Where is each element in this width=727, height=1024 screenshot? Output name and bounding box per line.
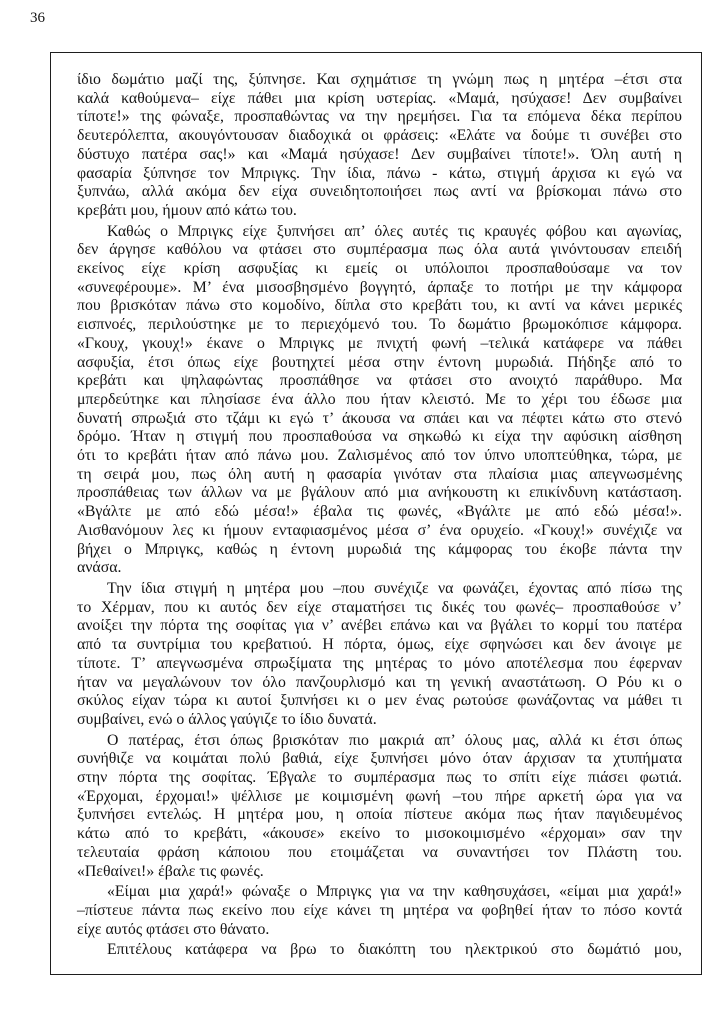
text-line: εκείνος είχε κρίση ασφυξίας κι εμείς οι υπόλοιποι προσπαθούσαμε να τον [77, 260, 682, 278]
text-line: τελευταία φράση κάποιου που ετοιμάζεται να συναντήσει τον Πλάστη του. [77, 843, 682, 861]
text-line: Ο πατέρας, έτσι όπως βρισκόταν πιο μακριά απ’ όλους μας, αλλά κι έτσι όπως [107, 731, 682, 749]
text-line: κρεβάτι και ψηλαφώντας προσπάθησε να φτάσει στο ανοιχτό παράθυρο. Μα [77, 372, 682, 390]
text-line: δρόμο. Ήταν η στιγμή που προσπαθούσα να σηκωθώ κι είχα την αφύσικη αίσθηση [77, 428, 682, 446]
text-line: το Χέρμαν, που κι αυτός δεν είχε σταματήσει τις δικές του φωνές– προσπαθούσε ν’ [77, 598, 682, 616]
text-line: βήχει ο Μπριγκς, καθώς η έντονη μυρωδιά της κάμφορας του έκοβε πάντα την [77, 540, 682, 558]
text-line: καλά καθούμενα– είχε πάθει μια κρίση υστερίας. «Μαμά, ησύχασε! Δεν συμβαίνει [77, 89, 682, 107]
paragraph [77, 941, 682, 960]
text-line: ήταν να μεγαλώνουν τον όλο πανζουρλισμό και τη γενική αναστάτωση. Ο Ρόυ κι ο [77, 673, 682, 691]
text-line: δεν άργησε καθόλου να φτάσει στο συμπέρασμα πως όλα αυτά γινόντουσαν επειδή [77, 241, 682, 259]
text-line: «Πεθαίνει!» έβαλε τις φωνές. [77, 862, 264, 880]
text-line: «Είμαι μια χαρά!» φώναξε ο Μπριγκς για να την καθησυχάσει, «είμαι μια χαρά!» [107, 883, 682, 901]
text-line: Αισθανόμουν λες κι ήμουν ενταφιασμένος μέσα σ’ ένα ορυχείο. «Γκουχ!» συνέχιζε να [77, 521, 682, 539]
text-line: Καθώς ο Μπριγκς είχε ξυπνήσει απ’ όλες αυτές τις κραυγές φόβου και αγωνίας, [107, 222, 682, 240]
text-line: –πίστευε πάντα πως εκείνο που είχε κάνει τη μητέρα να φοβηθεί ήταν το πόσο κοντά [77, 901, 682, 919]
text-line: δύστυχο πατέρα σας!» και «Μαμά ησύχασε! Δεν συμβαίνει τίποτε!». Όλη αυτή η [77, 145, 682, 163]
text-line: ίδιο δωμάτιο μαζί της, ξύπνησε. Και σχημάτισε τη γνώμη πως η μητέρα –έτσι στα [77, 71, 682, 88]
paragraph [77, 883, 682, 939]
text-line: από τα συντρίμια του κρεβατιού. Η πόρτα, όμως, είχε σφηνώσει και δεν άνοιγε με [77, 636, 682, 654]
text-line: τίποτε!» της φώναξε, προσπαθώντας να την ηρεμήσει. Για τα επόμενα δέκα περίπου [77, 108, 682, 126]
text-line: κρεβάτι μου, ήμουν από κάτω του. [77, 201, 297, 219]
text-line: σκύλος είχαν τώρα κι αυτοί ξυπνήσει κι ο μεν ένας ρωτούσε φωνάζοντας να μάθει τι [77, 692, 682, 710]
text-line: «Βγάλτε με από εδώ μέσα!» έβαλα τις φωνές, «Βγάλτε με από εδώ μέσα!». [77, 503, 682, 521]
text-line: τίποτε. Τ’ απεγνωσμένα σπρωξίματα της μητέρας το μόνο αποτέλεσμα που έφερναν [77, 654, 682, 672]
text-line: ξυπνήσει εντελώς. Η μητέρα μου, η οποία πίστευε ακόμα πως ήταν παγιδευμένος [77, 806, 682, 824]
paragraph [77, 732, 682, 882]
text-line: στην πόρτα της σοφίτας. Έβγαλε το συμπέρασμα πως το σπίτι είχε πιάσει φωτιά. [77, 769, 682, 787]
text-line: δευτερόλεπτα, ακουγόντουσαν διαδοχικά οι φράσεις: «Ελάτε να δούμε τι συνέβει στο [77, 127, 682, 145]
text-line: «Γκουχ, γκουχ!» έκανε ο Μπριγκς με πνιχτή φωνή –τελικά κατάφερε να πάθει [77, 334, 682, 352]
text-line: συνήθιζε να κοιμάται πολύ βαθιά, είχε ξυπνήσει μόνο όταν άρχισαν τα χτυπήματα [77, 750, 682, 768]
paragraph [77, 71, 682, 221]
text-line: Την ίδια στιγμή η μητέρα μου –που συνέχιζε να φωνάζει, έχοντας από πίσω της [107, 579, 682, 597]
text-line: Επιτέλους κατάφερα να βρω το διακόπτη του ηλεκτρικού στο δωμάτιό μου, [107, 941, 682, 959]
text-line: ότι το κρεβάτι ήταν από πάνω μου. Ζαλισμένος από τον ύπνο υποπτεύθηκα, τώρα, με [77, 447, 682, 465]
text-line: ανάσα. [77, 559, 122, 577]
text-line: εισπνοές, περιλούστηκε με το περιεχόμενό του. Το δωμάτιο βρωμοκόπισε κάμφορα. [77, 316, 682, 334]
paragraph [77, 580, 682, 730]
text-line: είχε αυτός φτάσει στο θάνατο. [77, 920, 270, 938]
text-line: «συνεφέρουμε». Μ’ ένα μισοσβησμένο βογγητό, άρπαξε το ποτήρι με την κάμφορα [77, 278, 682, 296]
text-line: «Έρχομαι, έρχομαι!» ψέλλισε με κοιμισμένη φωνή –του πήρε αρκετή ώρα για να [77, 787, 682, 805]
text-line: τη σειρά μου, πως όλη αυτή η φασαρία γινόταν στα πλαίσια μιας απεγνωσμένης [77, 465, 682, 483]
text-line: ξυπνάω, αλλά ακόμα δεν είχα συνειδητοποιήσει πως αντί να βρίσκομαι πάνω στο [77, 183, 682, 201]
text-frame [50, 52, 702, 975]
text-line: μπερδεύτηκε και πλησίασε ένα άλλο που ήταν κλειστό. Με το χέρι του έδωσε μια [77, 390, 682, 408]
text-line: κάτω από το κρεβάτι, «άκουσε» εκείνο το μισοκοιμισμένο «έρχομαι» σαν την [77, 825, 682, 843]
paragraph [77, 223, 682, 578]
text-line: συμβαίνει, ενώ ο άλλος γαύγιζε το ίδιο δυνατά. [77, 710, 377, 728]
text-line: ασφυξία, έτσι όπως είχε βουτηχτεί μέσα στην έντονη μυρωδιά. Πήδηξε από το [77, 353, 682, 371]
text-line: προσπάθειας των άλλων να με βγάλουν από μια ανήκουστη κι επικίνδυνη κατάσταση. [77, 484, 682, 502]
text-body [77, 71, 682, 960]
text-line: που βρισκόταν πάνω στο κομοδίνο, δίπλα στο κρεβάτι του, κι αντί να κάνει μερικές [77, 297, 682, 315]
text-line: δυνατή σπρωξιά στο τζάμι κι εγώ τ’ άκουσα να σπάει και να πέφτει κάτω στο στενό [77, 409, 682, 427]
text-line: φασαρία ξύπνησε τον Μπριγκς. Την ίδια, πάνω - κάτω, στιγμή άρχισα κι εγώ να [77, 164, 682, 182]
page-number: 36 [30, 10, 45, 26]
text-line: ανοίξει την πόρτα της σοφίτας για ν’ ανέβει επάνω και να βγάλει το κορμί του πατέρα [77, 617, 682, 635]
